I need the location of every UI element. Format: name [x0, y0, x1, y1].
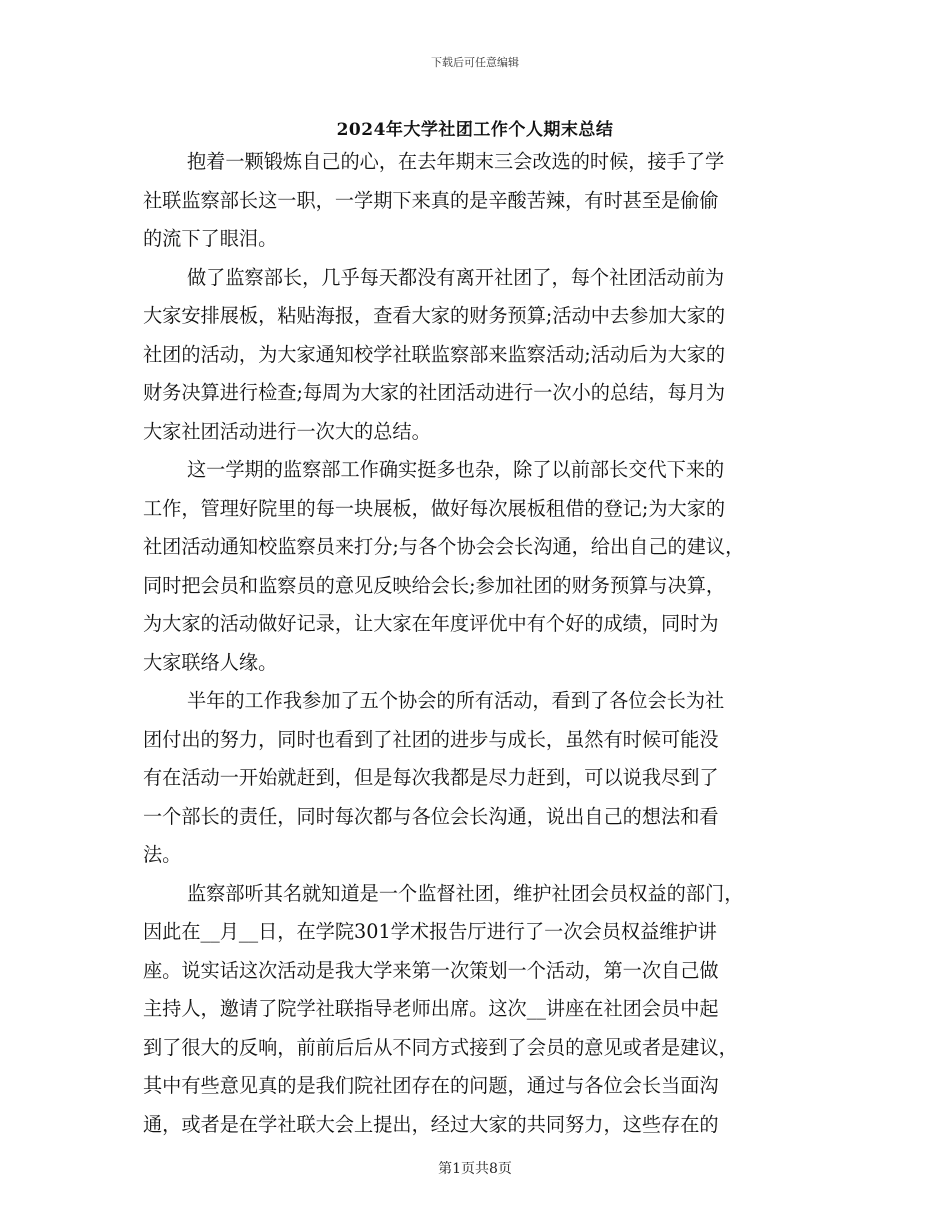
- document-body: [143, 143, 815, 1144]
- paragraph-4-line-5: 法。: [143, 843, 182, 866]
- paragraph-5-line-4: 主持人，邀请了院学社联指导老师出席。这次__讲座在社团会员中起: [143, 997, 719, 1020]
- paragraph-3-line-5: 为大家的活动做好记录，让大家在年度评优中有个好的成绩，同时为: [143, 612, 719, 635]
- paragraph-5-line-7: 通，或者是在学社联大会上提出，经过大家的共同努力，这些存在的: [143, 1112, 719, 1136]
- paragraph-5-line-1: 监察部听其名就知道是一个监督社团，维护社团会员权益的部门，: [187, 881, 744, 905]
- paragraph-5-line-5: 到了很大的反响，前前后后从不同方式接到了会员的意见或者是建议，: [143, 1035, 738, 1059]
- paragraph-5-line-3: 座。说实话这次活动是我大学来第一次策划一个活动，第一次自己做: [143, 958, 719, 982]
- page-number-footer: 第1页共8页: [438, 1161, 512, 1177]
- paragraph-2-line-4: 财务决算进行检查;每周为大家的社团活动进行一次小的总结，每月为: [143, 381, 726, 404]
- header-note: 下载后可任意编辑: [431, 56, 519, 69]
- paragraph-3-line-3: 社团活动通知校监察员来打分;与各个协会会长沟通，给出自己的建议，: [143, 535, 745, 558]
- paragraph-2-line-5: 大家社团活动进行一次大的总结。: [143, 419, 431, 443]
- paragraph-3-line-6: 大家联络人缘。: [143, 650, 278, 674]
- paragraph-4-line-2: 团付出的努力，同时也看到了社团的进步与成长，虽然有时候可能没: [143, 727, 719, 751]
- paragraph-4-line-4: 一个部长的责任，同时每次都与各位会长沟通，说出自己的想法和看: [143, 804, 719, 828]
- paragraph-5-line-2: 因此在__月__日，在学院301学术报告厅进行了一次会员权益维护讲: [143, 920, 717, 943]
- paragraph-3-line-1: 这一学期的监察部工作确实挺多也杂，除了以前部长交代下来的: [187, 458, 725, 481]
- paragraph-4-line-1: 半年的工作我参加了五个协会的所有活动，看到了各位会长为社: [187, 689, 725, 712]
- paragraph-1-line-3: 的流下了眼泪。: [143, 227, 278, 250]
- paragraph-3-line-2: 工作，管理好院里的每一块展板，做好每次展板租借的登记;为大家的: [143, 496, 726, 520]
- paragraph-1-line-2: 社联监察部长这一职，一学期下来真的是辛酸苦辣，有时甚至是偷偷: [143, 188, 719, 212]
- paragraph-2-line-2: 大家安排展板，粘贴海报，查看大家的财务预算;活动中去参加大家的: [143, 304, 726, 327]
- paragraph-2-line-1: 做了监察部长，几乎每天都没有离开社团了，每个社团活动前为: [187, 265, 725, 289]
- paragraph-2-line-3: 社团的活动，为大家通知校学社联监察部来监察活动;活动后为大家的: [143, 342, 726, 366]
- paragraph-5-line-6: 其中有些意见真的是我们院社团存在的问题，通过与各位会长当面沟: [143, 1074, 719, 1097]
- paragraph-3-line-4: 同时把会员和监察员的意见反映给会长;参加社团的财务预算与决算，: [143, 573, 726, 597]
- paragraph-4-line-3: 有在活动一开始就赶到，但是每次我都是尽力赶到，可以说我尽到了: [143, 766, 719, 789]
- paragraph-1-line-1: 抱着一颗锻炼自己的心，在去年期末三会改选的时候，接手了学: [187, 150, 725, 173]
- document-title: 2024年大学社团工作个人期末总结: [336, 120, 614, 140]
